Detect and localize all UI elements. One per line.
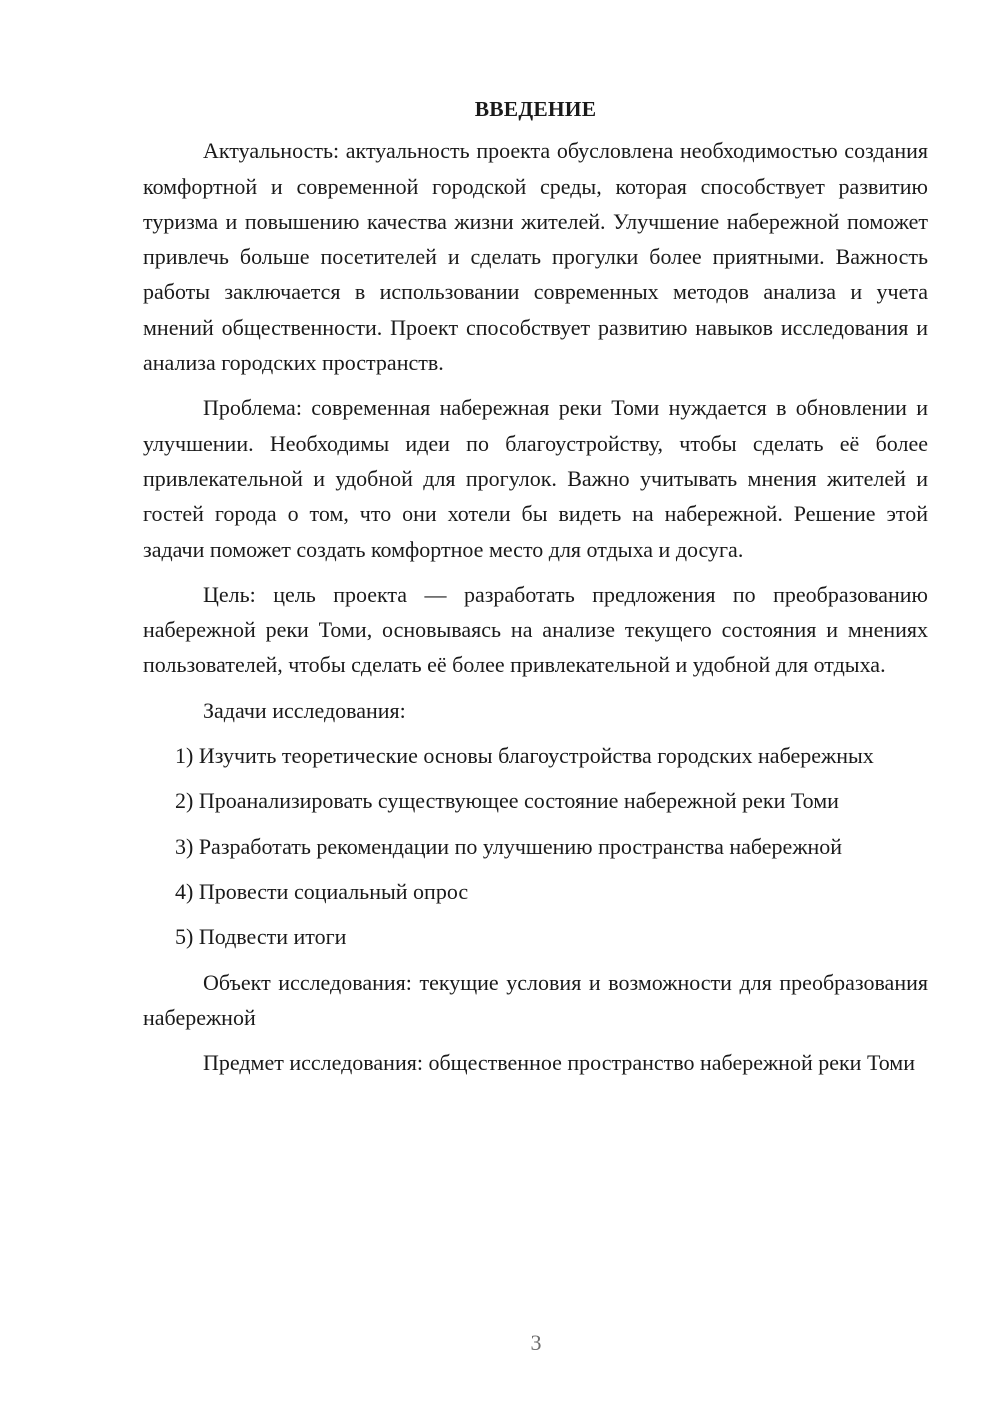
page-content (143, 92, 928, 1090)
task-item-4: 4) Провести социальный опрос (175, 878, 469, 904)
tasks-heading: Задачи исследования: (203, 697, 406, 723)
research-subject-paragraph: Предмет исследования: общественное пространство набережной реки Томи (203, 1050, 916, 1076)
goal-paragraph: Цель: цель проекта — разработать предложения по преобразованию набережной реки Томи, основываясь на анализе текущего состояния и мнениях пользователей, чтобы сделать её более привлекательной и удобной для отдыха. (143, 581, 928, 678)
task-item-2: 2) Проанализировать существующее состояние набережной реки Томи (175, 788, 839, 814)
relevance-paragraph: Актуальность: актуальность проекта обусловлена необходимостью создания комфортной и современной городской среды, которая способствует развитию туризма и повышению качества жизни жителей. Улучшение набережной поможет привлечь больше посетителей и сделать прогулки более приятными. Важность работы заключается в использовании современных методов анализа и учета мнений общественности. Проект способствует развитию навыков исследования и анализа городских пространств. (143, 138, 928, 376)
task-item-1: 1) Изучить теоретические основы благоустройства городских набережных (175, 743, 874, 769)
page-title: ВВЕДЕНИЕ (474, 97, 597, 121)
problem-paragraph: Проблема: современная набережная реки Томи нуждается в обновлении и улучшении. Необходимы идеи по благоустройству, чтобы сделать её более привлекательной и удобной для прогулок. Важно учитывать мнения жителей и гостей города о том, что они хотели бы видеть на набережной. Решение этой задачи поможет создать комфортное место для отдыха и досуга. (143, 395, 928, 562)
research-object-paragraph: Объект исследования: текущие условия и возможности для преобразования набережной (143, 969, 928, 1030)
page-number: 3 (530, 1330, 542, 1355)
task-item-5: 5) Подвести итоги (175, 924, 347, 950)
task-item-3: 3) Разработать рекомендации по улучшению пространства набережной (175, 833, 843, 859)
